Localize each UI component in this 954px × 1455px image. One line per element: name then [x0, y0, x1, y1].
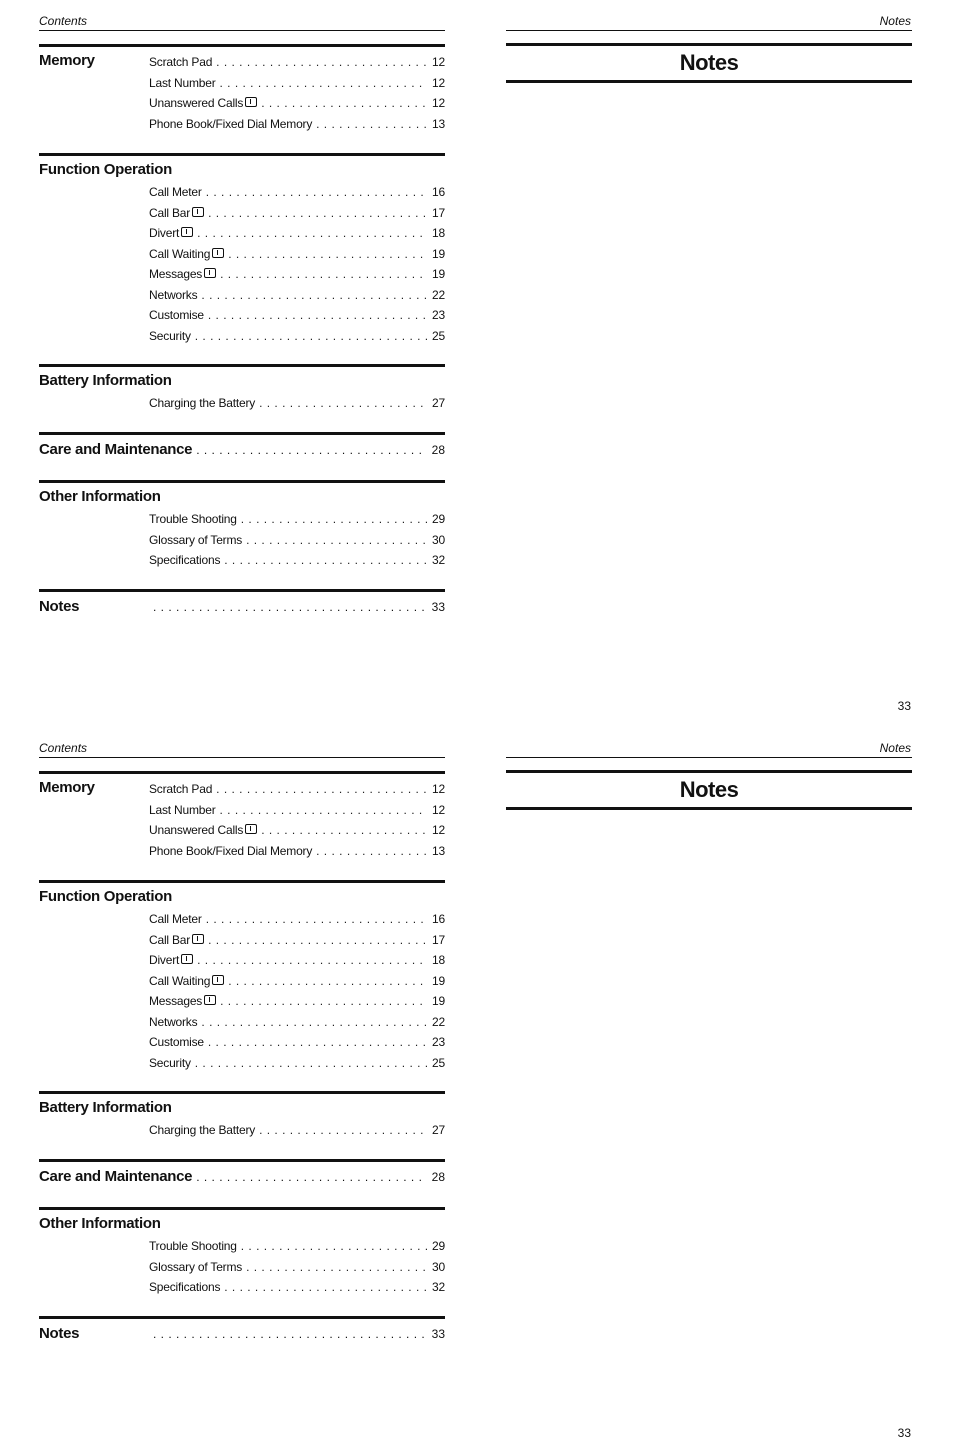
toc-entry[interactable] [149, 73, 445, 94]
toc-section-other-information [39, 480, 445, 571]
dot-leader [220, 264, 427, 285]
entry-label [149, 264, 216, 285]
toc-entry[interactable] [149, 550, 445, 571]
page-number: 16 [432, 185, 445, 199]
page-number: 28 [431, 1170, 445, 1184]
page-number: 22 [432, 1014, 445, 1029]
dot-leader [261, 820, 427, 841]
entry-list [149, 883, 445, 1073]
toc-entry[interactable] [149, 1012, 445, 1033]
entry-label-text: Call Waiting [149, 973, 211, 988]
entry-label [149, 93, 257, 114]
section-title: Memory [39, 52, 95, 69]
page-number: 19 [432, 267, 445, 281]
dot-leader [196, 1170, 427, 1184]
entry-label [149, 73, 216, 94]
entry-label-text: Glossary of Terms [149, 1259, 243, 1274]
dot-leader [216, 52, 427, 73]
page-number: 33 [431, 1327, 445, 1341]
entry-label [149, 930, 204, 951]
toc-entry[interactable] [149, 223, 445, 244]
entry-label-text: Specifications [149, 553, 221, 567]
page-number: 18 [432, 226, 445, 240]
dot-leader [208, 203, 427, 224]
toc-entry[interactable] [149, 52, 445, 73]
entry-label [149, 841, 312, 862]
entry-label [149, 1012, 197, 1033]
entry-label-text: Phone Book/Fixed Dial Memory [149, 843, 313, 858]
dot-leader [216, 779, 427, 800]
notes-page-title: Notes [679, 777, 739, 802]
menu-icon [212, 975, 224, 985]
entry-label-text: Messages [149, 267, 203, 281]
page-number: 29 [432, 512, 445, 526]
notes-title-box [506, 43, 912, 83]
toc-entry[interactable] [149, 841, 445, 862]
dot-leader [224, 1277, 427, 1298]
entry-label-text: Unanswered Calls [149, 823, 244, 837]
header-rule-left [39, 757, 445, 758]
entry-label [149, 1120, 255, 1141]
header-rule-left [39, 30, 445, 31]
section-title: Other Information [39, 488, 161, 505]
toc-entry[interactable] [149, 93, 445, 114]
dot-leader [246, 530, 427, 551]
dot-leader [197, 223, 427, 244]
notes-title-box [506, 770, 912, 810]
toc-entry[interactable] [149, 909, 445, 930]
page-number: 25 [432, 1055, 445, 1070]
toc-entry[interactable] [149, 1236, 445, 1257]
entry-label-text: Networks [149, 1014, 198, 1029]
dot-leader [220, 73, 428, 94]
menu-icon [204, 268, 216, 278]
toc-entry[interactable] [149, 509, 445, 530]
dot-leader [206, 909, 427, 930]
entry-label [149, 203, 204, 224]
page-number: 25 [432, 328, 445, 343]
page-number: 12 [432, 823, 445, 837]
page-number-footer: 33 [897, 699, 911, 713]
section-title: Battery Information [39, 1099, 172, 1116]
section-title: Other Information [39, 1215, 161, 1232]
entry-label-text: Customise [149, 1035, 204, 1049]
section-title: Function Operation [39, 161, 172, 178]
section-title: Notes [39, 598, 80, 615]
toc-entry[interactable] [149, 1257, 445, 1278]
page-number: 12 [432, 96, 445, 110]
entry-label-text: Unanswered Calls [149, 96, 244, 110]
toc-entry[interactable] [149, 393, 445, 414]
notes-page-title: Notes [679, 50, 739, 75]
running-header-notes: Notes [879, 741, 911, 755]
section-title: Notes [39, 1325, 80, 1342]
page-number: 13 [432, 843, 445, 858]
toc-entry[interactable] [149, 950, 445, 971]
page-number: 23 [432, 1035, 445, 1049]
toc-entry[interactable] [149, 1032, 445, 1053]
dot-leader [220, 991, 427, 1012]
entry-label-text: Security [149, 328, 191, 343]
toc-section-battery-information [39, 1091, 445, 1141]
toc-entry[interactable] [149, 326, 445, 347]
page-number: 12 [432, 782, 445, 796]
page-number: 13 [432, 116, 445, 131]
toc-entry[interactable] [149, 779, 445, 800]
page-number: 12 [432, 55, 445, 69]
dot-leader [228, 971, 427, 992]
dot-leader [261, 93, 427, 114]
entry-label-text: Scratch Pad [149, 782, 213, 796]
menu-icon [204, 995, 216, 1005]
dot-leader [196, 443, 427, 457]
dot-leader [208, 930, 427, 951]
entry-label [149, 326, 191, 347]
toc-entry[interactable] [149, 114, 445, 135]
entry-label-text: Call Bar [149, 205, 191, 220]
entry-label [149, 285, 197, 306]
entry-label [149, 244, 224, 265]
entry-list [149, 1210, 445, 1298]
entry-label-text: Phone Book/Fixed Dial Memory [149, 116, 313, 131]
entry-label [149, 530, 242, 551]
page-number: 16 [432, 912, 445, 926]
page-number: 27 [432, 1123, 445, 1137]
section-title: Memory [39, 779, 95, 796]
toc-entry[interactable] [149, 1120, 445, 1141]
entry-label [149, 1032, 204, 1053]
page-number: 32 [432, 553, 445, 567]
dot-leader [228, 244, 427, 265]
toc-entry[interactable] [39, 598, 445, 615]
entry-label-text: Last Number [149, 802, 216, 817]
entry-label-text: Trouble Shooting [149, 1239, 237, 1253]
entry-label-text: Scratch Pad [149, 55, 213, 69]
dot-leader [201, 1012, 427, 1033]
page-number: 33 [431, 600, 445, 614]
entry-label-text: Divert [149, 226, 180, 240]
entry-label [149, 1236, 237, 1257]
menu-icon [245, 824, 257, 834]
entry-label-text: Call Meter [149, 185, 202, 199]
menu-icon [245, 97, 257, 107]
entry-label-text: Charging the Battery [149, 1123, 256, 1137]
page-number: 30 [432, 1259, 445, 1274]
entry-label [149, 550, 220, 571]
menu-icon [181, 227, 193, 237]
page-number: 18 [432, 953, 445, 967]
page-number: 12 [432, 802, 445, 817]
dot-leader [241, 509, 427, 530]
page-number: 19 [432, 994, 445, 1008]
entry-list [149, 483, 445, 571]
page-number: 22 [432, 287, 445, 302]
running-header-contents: Contents [39, 741, 88, 755]
page-spread-top [0, 0, 954, 727]
entry-list [149, 367, 445, 414]
entry-label [149, 991, 216, 1012]
page-number: 27 [432, 396, 445, 410]
toc-entry[interactable] [149, 930, 445, 951]
running-header-contents: Contents [39, 14, 88, 28]
dot-leader [259, 1120, 427, 1141]
toc-section-notes [39, 589, 445, 615]
entry-label-text: Specifications [149, 1280, 221, 1294]
entry-label [149, 1053, 191, 1074]
menu-icon [192, 934, 204, 944]
toc-section-function-operation [39, 880, 445, 1073]
toc-entry[interactable] [149, 305, 445, 326]
menu-icon [181, 954, 193, 964]
toc-section-care-and-maintenance [39, 432, 445, 458]
dot-leader [241, 1236, 427, 1257]
toc-section-other-information [39, 1207, 445, 1298]
dot-leader [208, 1032, 427, 1053]
entry-label [149, 1277, 220, 1298]
entry-list [149, 1094, 445, 1141]
toc-section-function-operation [39, 153, 445, 346]
page-number: 30 [432, 532, 445, 547]
menu-icon [192, 207, 204, 217]
entry-label [149, 223, 193, 244]
toc-entry[interactable] [149, 800, 445, 821]
entry-label-text: Call Bar [149, 932, 191, 947]
entry-label [149, 393, 255, 414]
entry-label-text: Trouble Shooting [149, 512, 237, 526]
toc-entry[interactable] [149, 182, 445, 203]
header-rule-right [506, 30, 912, 31]
toc-entry[interactable] [149, 971, 445, 992]
header-rule-right [506, 757, 912, 758]
toc-entry[interactable] [149, 820, 445, 841]
dot-leader [195, 326, 427, 347]
toc-section-notes [39, 1316, 445, 1342]
section-title: Care and Maintenance [39, 441, 193, 458]
toc-section-memory [39, 771, 445, 861]
entry-label [149, 52, 212, 73]
toc-section-battery-information [39, 364, 445, 414]
page-number: 19 [432, 973, 445, 988]
page-number: 12 [432, 75, 445, 90]
entry-label-text: Networks [149, 287, 198, 302]
page-number: 19 [432, 246, 445, 261]
toc-entry[interactable] [39, 441, 445, 458]
entry-list [149, 774, 445, 861]
page-number: 17 [432, 932, 445, 947]
page-number: 17 [432, 205, 445, 220]
dot-leader [197, 950, 427, 971]
dot-leader [259, 393, 427, 414]
entry-label-text: Customise [149, 308, 204, 322]
entry-label [149, 950, 193, 971]
dot-leader [208, 305, 427, 326]
toc-entry[interactable] [149, 991, 445, 1012]
toc-entry[interactable] [149, 203, 445, 224]
entry-label [149, 779, 212, 800]
toc-entry[interactable] [149, 1053, 445, 1074]
dot-leader [246, 1257, 427, 1278]
dot-leader [153, 600, 427, 614]
entry-label-text: Last Number [149, 75, 216, 90]
page-number: 32 [432, 1280, 445, 1294]
section-title: Battery Information [39, 372, 172, 389]
entry-list [149, 47, 445, 134]
entry-label-text: Divert [149, 953, 180, 967]
dot-leader [316, 841, 427, 862]
toc-entry[interactable] [149, 1277, 445, 1298]
entry-label [149, 971, 224, 992]
dot-leader [220, 800, 428, 821]
running-header-notes: Notes [879, 14, 911, 28]
toc-section-care-and-maintenance [39, 1159, 445, 1185]
entry-label-text: Charging the Battery [149, 396, 256, 410]
toc-entry[interactable] [39, 1325, 445, 1342]
page-number: 23 [432, 308, 445, 322]
entry-label [149, 909, 202, 930]
page-number: 28 [431, 443, 445, 457]
page-number-footer: 33 [897, 1426, 911, 1440]
toc-entry[interactable] [39, 1168, 445, 1185]
entry-label-text: Glossary of Terms [149, 532, 243, 547]
section-title: Care and Maintenance [39, 1168, 193, 1185]
entry-label [149, 114, 312, 135]
toc-entry[interactable] [149, 264, 445, 285]
entry-label-text: Call Waiting [149, 246, 211, 261]
dot-leader [195, 1053, 427, 1074]
entry-label-text: Security [149, 1055, 191, 1070]
menu-icon [212, 248, 224, 258]
section-title: Function Operation [39, 888, 172, 905]
entry-label-text: Messages [149, 994, 203, 1008]
entry-label [149, 305, 204, 326]
entry-list [149, 156, 445, 346]
entry-label-text: Call Meter [149, 912, 202, 926]
entry-label [149, 820, 257, 841]
dot-leader [201, 285, 427, 306]
dot-leader [206, 182, 427, 203]
dot-leader [316, 114, 427, 135]
entry-label [149, 800, 216, 821]
toc-entry[interactable] [149, 244, 445, 265]
toc-section-memory [39, 44, 445, 134]
dot-leader [153, 1327, 427, 1341]
entry-label [149, 509, 237, 530]
toc-entry[interactable] [149, 530, 445, 551]
page-spread-bottom [0, 727, 954, 1454]
entry-label [149, 182, 202, 203]
entry-label [149, 1257, 242, 1278]
toc-entry[interactable] [149, 285, 445, 306]
page-number: 29 [432, 1239, 445, 1253]
dot-leader [224, 550, 427, 571]
